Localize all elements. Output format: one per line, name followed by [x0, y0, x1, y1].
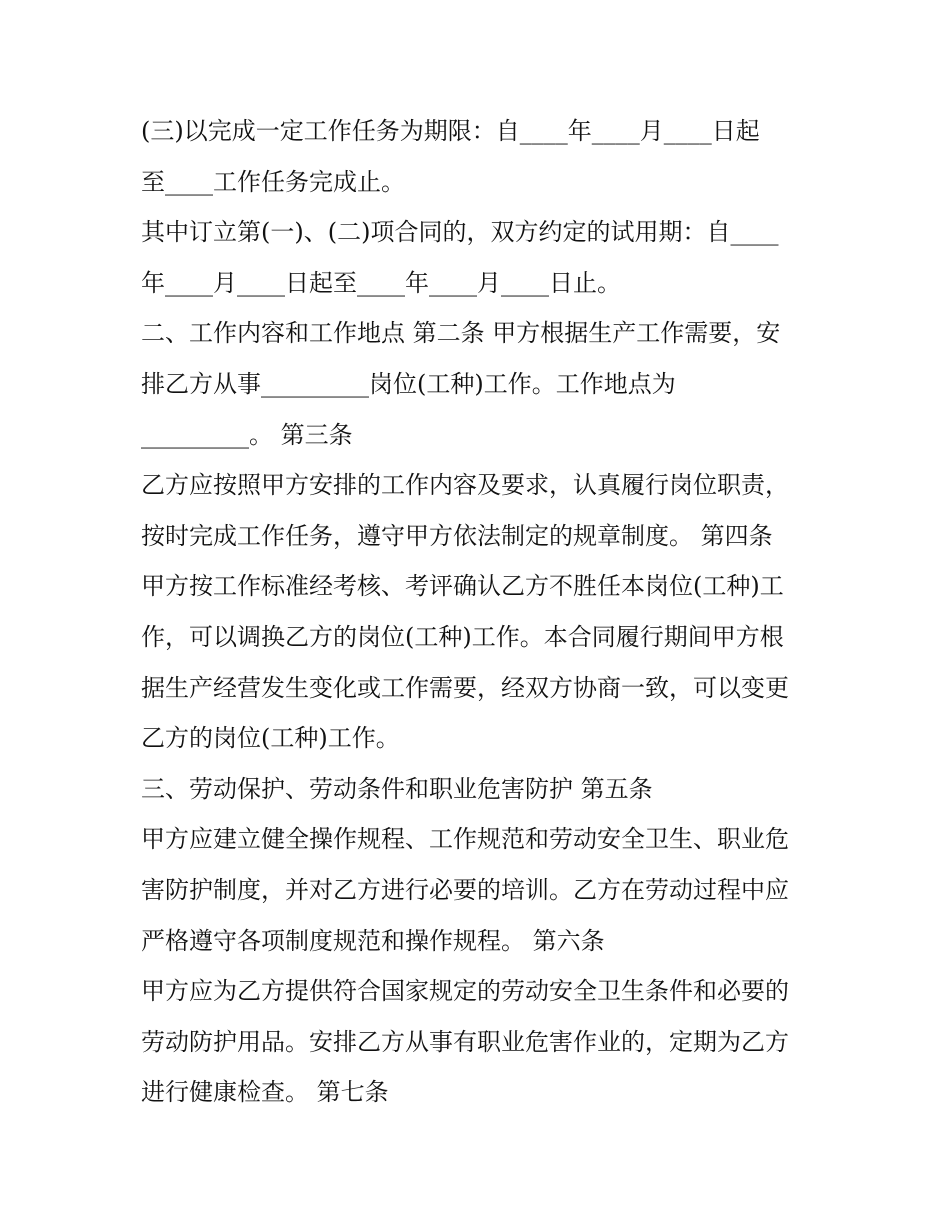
text-line: 劳动防护用品。安排乙方从事有职业危害作业的，定期为乙方 [141, 1027, 789, 1056]
text-line: 据生产经营发生变化或工作需要，经双方协商一致，可以变更 [141, 673, 789, 702]
text-line: 甲方应为乙方提供符合国家规定的劳动安全卫生条件和必要的 [141, 977, 789, 1006]
text-line: 严格遵守各项制度规范和操作规程。 第六条 [141, 926, 605, 955]
text-line: 年____月____日起至____年____月____日止。 [141, 268, 621, 297]
text-line: (三)以完成一定工作任务为期限：自____年____月____日起 [141, 117, 760, 145]
text-line: 害防护制度，并对乙方进行必要的培训。乙方在劳动过程中应 [141, 875, 789, 904]
text-line: 排乙方从事_________岗位(工种)工作。工作地点为 [141, 369, 676, 398]
document-body [141, 106, 821, 1118]
text-line: 作，可以调换乙方的岗位(工种)工作。本合同履行期间甲方根 [141, 622, 784, 651]
text-line: 按时完成工作任务，遵守甲方依法制定的规章制度。 第四条 [141, 521, 773, 550]
text-line: 至____工作任务完成止。 [141, 167, 405, 196]
text-line: 甲方应建立健全操作规程、工作规范和劳动安全卫生、职业危 [141, 825, 789, 854]
text-line: 三、劳动保护、劳动条件和职业危害防护 第五条 [141, 774, 653, 803]
text-line: 进行健康检查。 第七条 [141, 1078, 389, 1107]
text-line: 其中订立第(一)、(二)项合同的，双方约定的试用期：自____ [141, 218, 779, 247]
text-line: 二、工作内容和工作地点 第二条 甲方根据生产工作需要，安 [141, 319, 781, 348]
text-line: 乙方应按照甲方安排的工作内容及要求，认真履行岗位职责， [141, 471, 789, 500]
text-line: 乙方的岗位(工种)工作。 [141, 724, 400, 753]
text-line: 甲方按工作标准经考核、考评确认乙方不胜任本岗位(工种)工 [141, 572, 784, 601]
text-line: _________。 第三条 [141, 420, 353, 449]
